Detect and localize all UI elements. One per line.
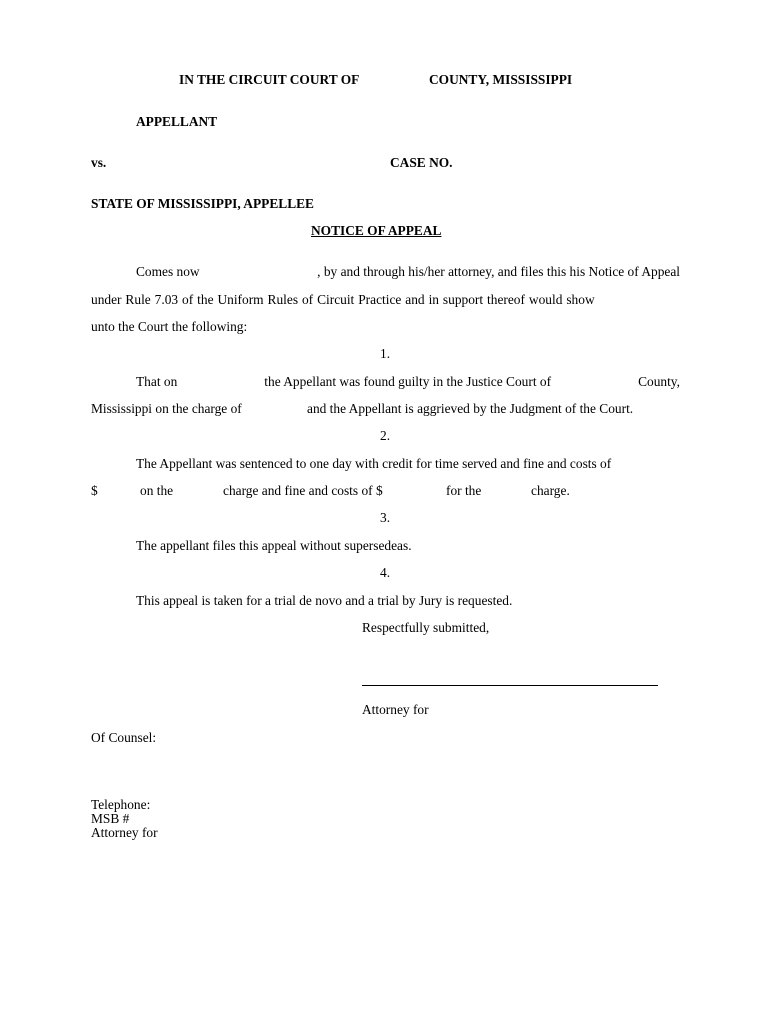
section-number-4: 4. [380, 565, 391, 580]
section-text: The Appellant was sentenced to one day with credit for time served and fine and costs of [136, 456, 612, 471]
section-2-text: for the [446, 483, 482, 498]
intro-text: under Rule 7.03 of the Uniform Rules of Circuit Practice and in support thereof would show [91, 292, 595, 307]
section-text: County, [638, 374, 680, 389]
msb-number-label: MSB # [91, 811, 130, 826]
intro-text: Comes now [136, 264, 200, 279]
attorney-for-label: Attorney for [362, 702, 429, 717]
section-2-text: charge and fine and costs of $ [223, 483, 383, 498]
intro-line-1 [136, 264, 680, 280]
section-number-3: 3. [380, 510, 391, 525]
section-4-text: This appeal is taken for a trial de novo and a trial by Jury is requested. [136, 593, 513, 608]
section-2-text: charge. [531, 483, 570, 498]
section-1-line-1 [136, 374, 680, 390]
court-heading-left: IN THE CIRCUIT COURT OF [179, 72, 360, 87]
document-title: NOTICE OF APPEAL [311, 223, 442, 238]
appellant-label: APPELLANT [136, 114, 218, 129]
section-2-line-1 [136, 456, 680, 472]
section-1-judgment-text: and the Appellant is aggrieved by the Judgment of the Court. [307, 401, 634, 416]
respectfully-submitted: Respectfully submitted, [362, 620, 490, 635]
versus-label: vs. [91, 155, 107, 170]
telephone-label: Telephone: [91, 797, 151, 812]
intro-line-3: unto the Court the following: [91, 319, 248, 334]
section-1-charge-text: Mississippi on the charge of [91, 401, 242, 416]
of-counsel-label: Of Counsel: [91, 730, 157, 745]
case-number-label: CASE NO. [390, 155, 453, 170]
section-2-text: on the [140, 483, 174, 498]
section-number-2: 2. [380, 428, 391, 443]
section-text: the Appellant was found guilty in the Justice Court of [264, 374, 552, 389]
dollar-sign: $ [91, 483, 98, 498]
appellee-label: STATE OF MISSISSIPPI, APPELLEE [91, 196, 314, 211]
footer-attorney-for: Attorney for [91, 825, 158, 840]
section-3-text: The appellant files this appeal without supersedeas. [136, 538, 412, 553]
section-text: That on [136, 374, 178, 389]
section-number-1: 1. [380, 346, 391, 361]
intro-line-2 [91, 292, 680, 308]
signature-line [362, 685, 658, 686]
intro-text: , by and through his/her attorney, and files this his Notice of Appeal [317, 264, 680, 279]
court-heading-right: COUNTY, MISSISSIPPI [429, 72, 573, 87]
